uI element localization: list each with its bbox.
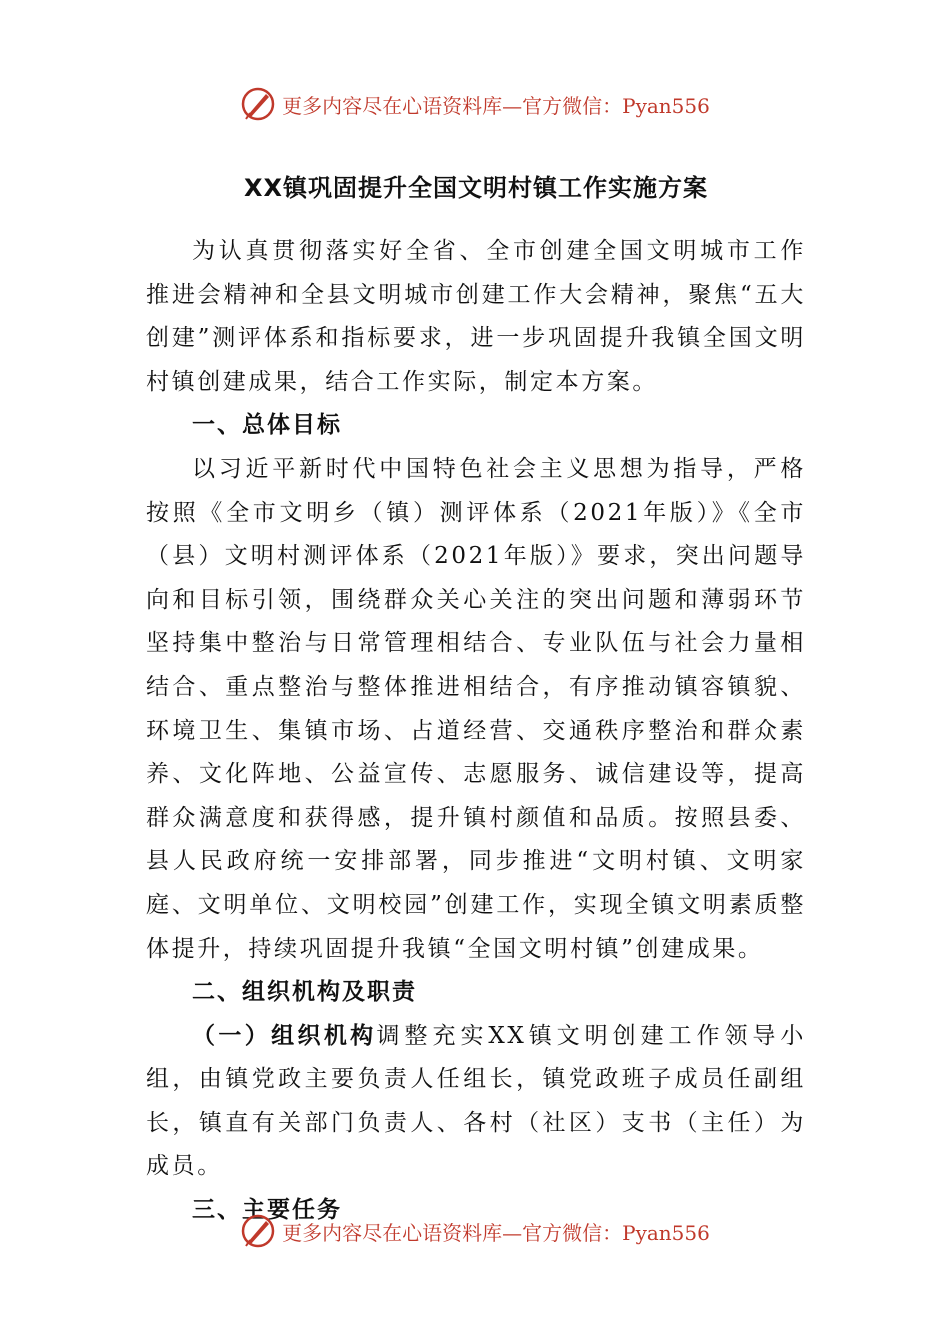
organization-paragraph [146, 1015, 806, 1189]
quill-pen-logo-icon [240, 86, 276, 122]
section-heading-main-tasks: 三、主要任务 [192, 1197, 342, 1224]
watermark-separator: — [502, 93, 523, 118]
watermark-footer [0, 1211, 950, 1251]
watermark-text [282, 1217, 710, 1246]
overall-goal-paragraph: 以习近平新时代中国特色社会主义思想为指导，严格按照《全市文明乡（镇）测评体系（2021年版）》《全市（县）文明村测评体系（2021年版）》要求，突出问题导向和目标引领，围绕群众关心关注的突出问题和薄弱环节坚持集中整治与日常管理相结合、专业队伍与社会力量相结合、重点整治与整体推进相结合，有序推动镇容镇貌、环境卫生、集镇市场、占道经营、交通秩序整治和群众素养、文化阵地、公益宣传、志愿服务、诚信建设等，提高群众满意度和获得感，提升镇村颜值和品质。按照县委、县人民政府统一安排部署，同步推进“文明村镇、文明家庭、文明单位、文明校园”创建工作，实现全镇文明素质整体提升，持续巩固提升我镇“全国文明村镇”创建成果。 [146, 455, 806, 962]
watermark-contact: 官方微信：Pyan556 [522, 93, 710, 118]
watermark-site: 更多内容尽在心语资料库 [282, 1220, 503, 1245]
document-title: XX镇巩固提升全国文明村镇工作实施方案 [243, 174, 708, 202]
watermark-header [0, 84, 950, 124]
watermark-contact: 官方微信：Pyan556 [522, 1220, 710, 1245]
watermark-site: 更多内容尽在心语资料库 [282, 93, 503, 118]
quill-pen-logo-icon [240, 1213, 276, 1249]
organization-body: 调整充实XX镇文明创建工作领导小组，由镇党政主要负责人任组长，镇党政班子成员任副组长，镇直有关部门负责人、各村（社区）支书（主任）为成员。 [146, 1022, 806, 1180]
intro-paragraph: 为认真贯彻落实好全省、全市创建全国文明城市工作推进会精神和全县文明城市创建工作大会精神，聚焦“五大创建”测评体系和指标要求，进一步巩固提升我镇全国文明村镇创建成果，结合工作实际，制定本方案。 [146, 238, 806, 395]
document-body [146, 160, 806, 1233]
subsection-label-organization: （一）组织机构 [192, 1022, 377, 1049]
section-heading-overall-goal: 一、总体目标 [192, 412, 342, 439]
watermark-separator: — [502, 1220, 523, 1245]
watermark-text [282, 90, 710, 119]
section-heading-organization: 二、组织机构及职责 [192, 979, 417, 1006]
